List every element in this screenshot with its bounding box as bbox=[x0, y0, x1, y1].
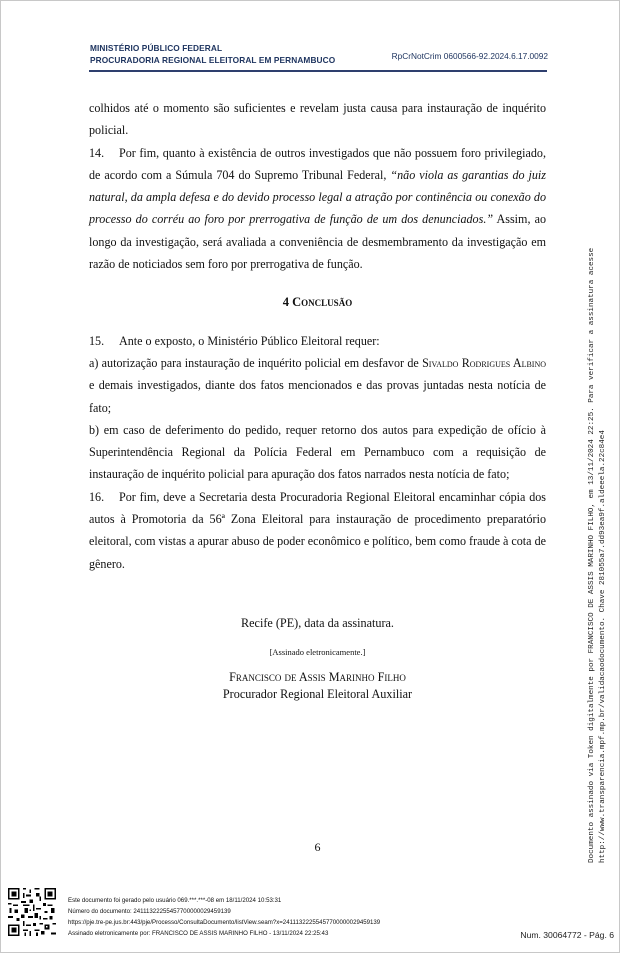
process-number: RpCrNotCrim 0600566-92.2024.6.17.0092 bbox=[391, 51, 548, 61]
signer-role: Procurador Regional Eleitoral Auxiliar bbox=[222, 687, 413, 701]
paragraph-14-text-end: Assim, ao longo da investigação, será avaliada a conveniência de desmembramento da investigação em razão de noticiados sem foro por prerrogativa de função. bbox=[89, 212, 547, 272]
paragraph-continuation: colhidos até o momento são suficientes e revelam justa causa para instauração de inquérito policial. bbox=[89, 101, 546, 138]
page-number: 6 bbox=[314, 840, 321, 854]
paragraph-15-text: Ante o exposto, o Ministério Público Eleitoral requer: bbox=[119, 333, 380, 348]
footer-consult-url[interactable]: https://pje.tre-pe.jus.br:443/pje/Processo/ConsultaDocumento/listView.seam?x=24111322255457700000029459139 bbox=[68, 919, 381, 926]
footer-document-number: Número do documento: 24111322255457700000029459139 bbox=[68, 908, 231, 915]
header-organization bbox=[90, 42, 335, 66]
footer-generated-by: Este documento foi gerado pelo usuário 069.***.***-08 em 18/11/2024 10:53:31 bbox=[68, 897, 282, 904]
signed-electronically-note: [Assinado eletronicamente.] bbox=[269, 647, 366, 657]
investigated-name: Sivaldo Rodrigues Albino bbox=[422, 355, 547, 370]
page-stamp: Num. 30064772 - Pág. 6 bbox=[520, 930, 614, 940]
paragraph-16-text: Por fim, deve a Secretaria desta Procuradoria Regional Eleitoral encaminhar cópia dos autos à Promotoria da 56ª Zona Eleitoral para instauração de procedimento preparatório eleitoral, com vistas a apurar abuso de poder econômico e político, bem como fraude à cota de gênero. bbox=[89, 489, 546, 571]
request-item-a-text-end: e demais investigados, diante dos fatos mencionados e das provas juntadas nesta notícia de fato; bbox=[89, 378, 546, 415]
footer-signed-by: Assinado eletronicamente por: FRANCISCO DE ASSIS MARINHO FILHO - 13/11/2024 22:25:43 bbox=[68, 930, 329, 937]
sumula-quote: “não viola as garantias do juiz natural, da ampla defesa e do devido processo legal a atração por continência ou conexão do processo do corréu ao foro por prerrogativa de função de um dos denunciados.” bbox=[89, 167, 546, 227]
request-item-b: b) em caso de deferimento do pedido, requer retorno dos autos para expedição de ofício à Superintendência Regional da Polícia Federal em Pernambuco com a requisição de instauração de inquérito policial para apuração dos fatos narrados nesta notícia de fato; bbox=[89, 422, 546, 482]
qr-code-icon bbox=[8, 888, 56, 936]
paragraph-16-number: 16. bbox=[89, 489, 105, 504]
paragraph-14-text: Por fim, quanto à existência de outros investigados que não possuem foro privilegiado, de acordo com a Súmula 704 do Supremo Tribunal Federal, bbox=[89, 145, 546, 182]
header-org-line1: MINISTÉRIO PÚBLICO FEDERAL bbox=[90, 43, 223, 53]
signature-verification-stamp bbox=[587, 175, 609, 863]
document-body bbox=[89, 97, 546, 575]
request-item-a bbox=[89, 352, 546, 419]
request-item-a-text: a) autorização para instauração de inquérito policial em desfavor de bbox=[89, 355, 423, 370]
header-org-line2: PROCURADORIA REGIONAL ELEITORAL EM PERNAMBUCO bbox=[90, 55, 336, 65]
header-divider bbox=[89, 70, 547, 72]
paragraph-15 bbox=[89, 330, 546, 352]
section-heading: 4 Conclusão bbox=[282, 295, 353, 310]
footer-document-info bbox=[68, 895, 380, 939]
paragraph-14-number: 14. bbox=[89, 145, 105, 160]
paragraph-15-number: 15. bbox=[89, 333, 105, 348]
paragraph-16 bbox=[89, 486, 546, 575]
signer-name: Francisco de Assis Marinho Filho bbox=[229, 670, 406, 684]
city-date: Recife (PE), data da assinatura. bbox=[241, 616, 394, 630]
paragraph-14 bbox=[89, 142, 546, 276]
signature-stamp-line1: Documento assinado via Token digitalmente por FRANCISCO DE ASSIS MARINHO FILHO, em 13/11/2024 22:25. Para verificar a assinatura acesse bbox=[588, 247, 596, 863]
signature-stamp-line2[interactable]: http://www.transparencia.mpf.mp.br/validacaodocumento. Chave 281055a7.dd93ea9f.aldeeela.22c84e4 bbox=[599, 430, 607, 863]
